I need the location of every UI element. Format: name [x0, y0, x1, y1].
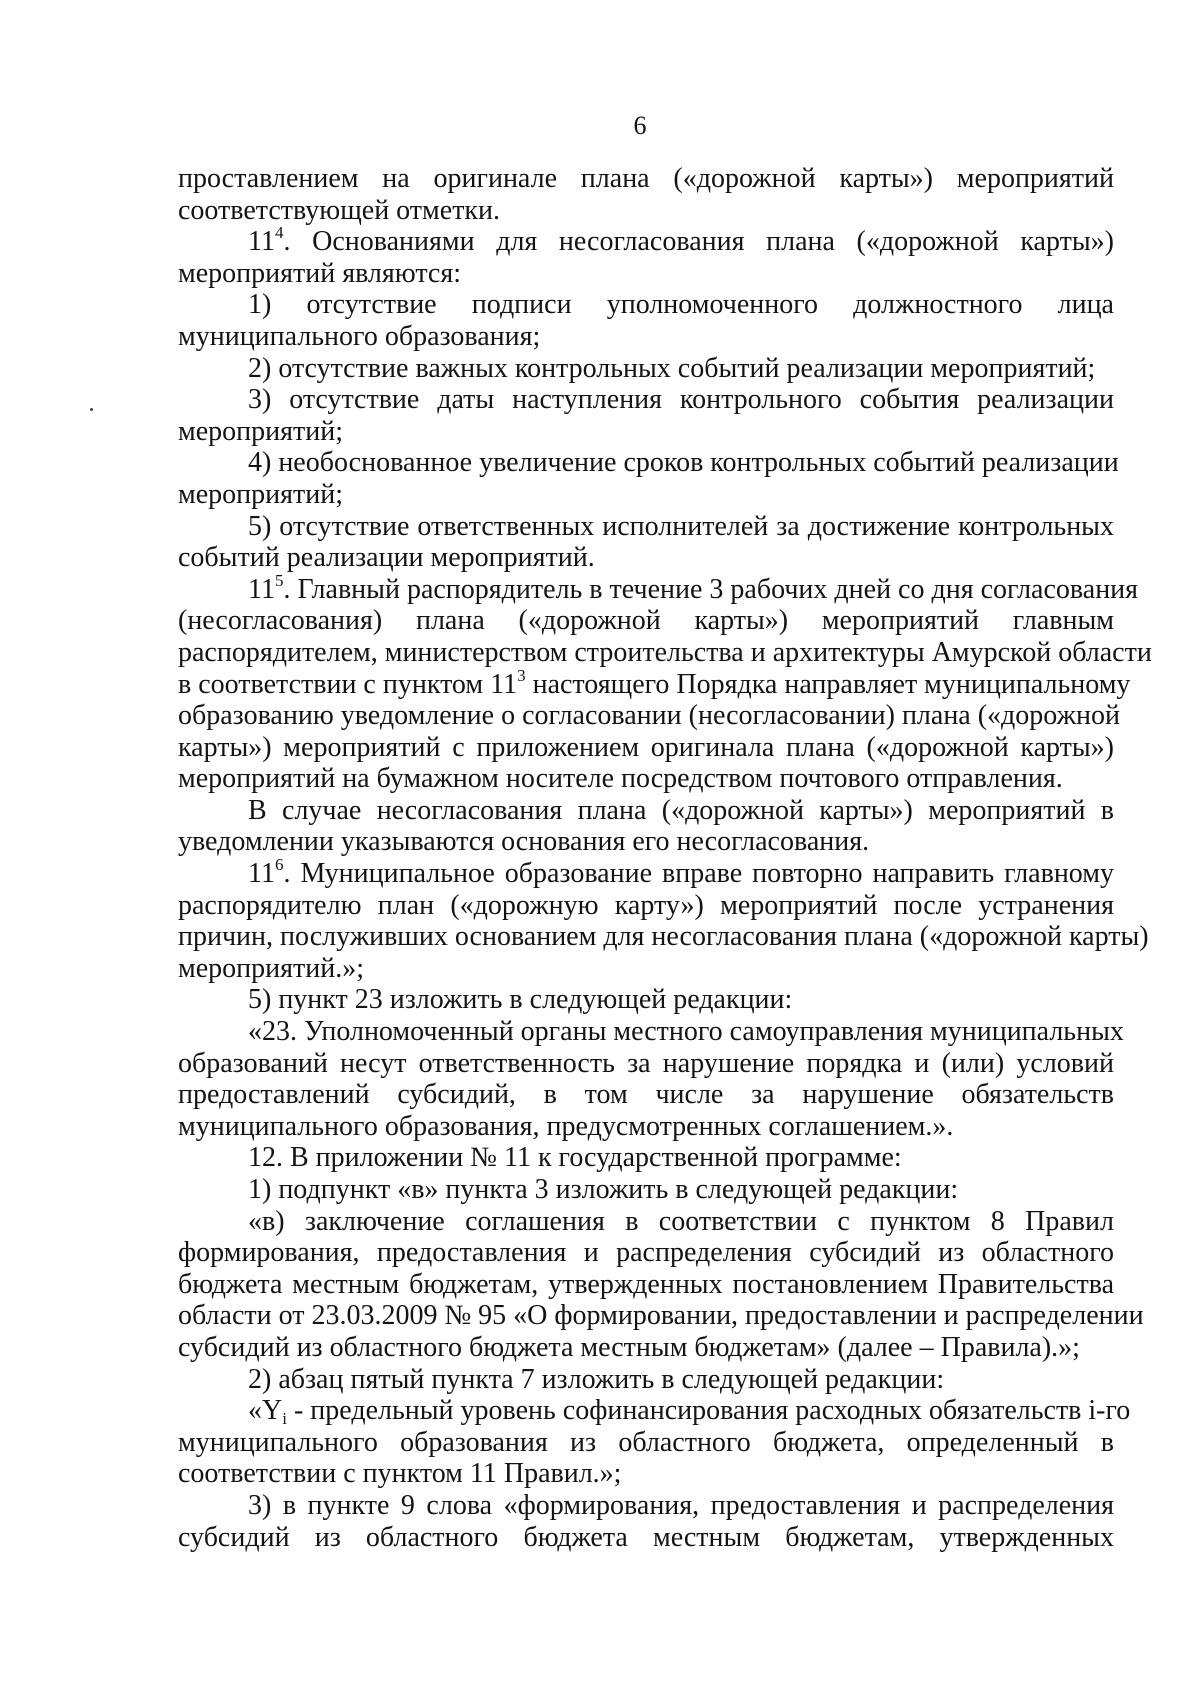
- scan-speck: [90, 408, 93, 411]
- text-line: [178, 447, 1119, 479]
- text-line: [178, 700, 1120, 732]
- text-run: (несогласования) плана («дорожной карты») мероприятий главным: [178, 605, 1114, 637]
- text-run: 4) необоснованное увеличение сроков контрольных событий реализации: [248, 447, 1119, 479]
- text-line: [178, 890, 1114, 922]
- text-line: [178, 1237, 1114, 1269]
- text-run: «23. Уполномоченный органы местного самоуправления муниципальных: [248, 1016, 1124, 1048]
- text-run: 2) абзац пятый пункта 7 изложить в следующей редакции:: [248, 1363, 945, 1395]
- text-run: соответствии с пунктом 11 Правил.»;: [178, 1458, 622, 1490]
- text-run: субсидий из областного бюджета местным бюджетам» (далее – Правила).»;: [178, 1331, 1080, 1363]
- superscript: 3: [517, 665, 526, 685]
- text-run: . Главный распорядитель в течение 3 рабочих дней со дня согласования: [283, 573, 1139, 605]
- superscript: 6: [274, 855, 284, 875]
- text-run: муниципального образования;: [178, 320, 541, 352]
- text-run: 1) подпункт «в» пункта 3 изложить в следующей редакции:: [248, 1174, 959, 1205]
- text-line: [178, 665, 1131, 701]
- text-line: [178, 321, 1114, 353]
- text-line: [178, 1332, 1114, 1364]
- text-run: В случае несогласования плана («дорожной карты») мероприятий в: [248, 794, 1114, 826]
- text-line: [178, 826, 1114, 858]
- text-run: карты») мероприятий с приложением оригинала плана («дорожной карты»): [178, 731, 1114, 763]
- text-run: 5) отсутствие ответственных исполнителей за достижение контрольных: [248, 510, 1114, 542]
- text-run: мероприятий.»;: [178, 952, 364, 984]
- text-run: образований несут ответственность за нарушение порядка и (или) условий: [178, 1047, 1114, 1079]
- text-line: [178, 195, 1114, 227]
- text-line: [178, 1142, 1114, 1174]
- text-line: [178, 1300, 1144, 1332]
- text-line: [178, 1111, 1114, 1143]
- text-run: событий реализации мероприятий.: [178, 542, 595, 574]
- text-run: предоставлений субсидий, в том числе за нарушение обязательств: [178, 1079, 1114, 1111]
- text-run: бюджета местным бюджетам, утвержденных постановлением Правительства: [178, 1268, 1114, 1300]
- text-line: [178, 1427, 1114, 1459]
- text-run: 11: [248, 573, 275, 605]
- text-run: проставлением на оригинале плана («дорожной карты») мероприятий: [178, 163, 1114, 194]
- text-run: распорядителю план («дорожную карту») мероприятий после устранения: [178, 889, 1114, 921]
- text-line: [178, 289, 1114, 321]
- text-line: [178, 953, 1114, 985]
- text-line: [178, 984, 1114, 1016]
- text-line: [178, 855, 1114, 890]
- text-run: 12. В приложении № 11 к государственной программе:: [248, 1142, 902, 1174]
- text-run: «в) заключение соглашения в соответствии с пунктом 8 Правил: [248, 1205, 1114, 1237]
- text-run: . Основаниями для несогласования плана («дорожной карты»): [283, 226, 1114, 258]
- text-run: субсидий из областного бюджета местным бюджетам, утвержденных: [178, 1521, 1114, 1553]
- subscript: i: [282, 1409, 287, 1429]
- text-run: муниципального образования, предусмотренных соглашением.».: [178, 1110, 954, 1142]
- text-run: - предельный уровень софинансирования расходных обязательств i-го: [286, 1395, 1131, 1427]
- text-line: [178, 1364, 1114, 1396]
- text-line: [178, 1048, 1114, 1080]
- text-run: уведомлении указываются основания его несогласования.: [178, 826, 870, 858]
- text-run: . Муниципальное образование вправе повторно направить главному: [283, 858, 1114, 890]
- text-line: [178, 1174, 1114, 1206]
- text-line: [178, 636, 1152, 669]
- text-line: [178, 384, 1114, 416]
- text-run: настоящего Порядка направляет муниципальному: [525, 668, 1131, 700]
- text-line: [178, 479, 1114, 511]
- text-run: мероприятий;: [178, 478, 343, 510]
- text-run: причин, послуживших основанием для несогласования плана («дорожной карты): [178, 921, 1149, 953]
- text-run: формирования, предоставления и распределения субсидий из областного: [178, 1237, 1114, 1269]
- text-run: соответствующей отметки.: [178, 194, 501, 226]
- text-line: [178, 1458, 1114, 1490]
- text-line: [178, 1522, 1114, 1554]
- text-line: [178, 542, 1114, 574]
- text-line: [178, 163, 1114, 195]
- text-line: [178, 732, 1114, 764]
- text-run: 3) в пункте 9 слова «формирования, предоставления и распределения: [248, 1489, 1114, 1521]
- page-number: 6: [633, 111, 647, 140]
- text-run: 1) отсутствие подписи уполномоченного должностного лица: [248, 289, 1114, 321]
- superscript: 5: [274, 570, 284, 590]
- text-run: образованию уведомление о согласовании (несогласовании) плана («дорожной: [178, 700, 1120, 732]
- text-line: [178, 1016, 1124, 1048]
- document-body: [178, 163, 1152, 1553]
- superscript: 4: [274, 223, 284, 243]
- text-run: распорядителем, министерством строительства и архитектуры Амурской области: [178, 636, 1152, 668]
- text-line: [178, 1490, 1114, 1522]
- text-line: [178, 353, 1114, 385]
- text-line: [178, 1269, 1114, 1301]
- text-run: «Y: [248, 1395, 283, 1427]
- text-run: мероприятий на бумажном носителе посредством почтового отправления.: [178, 763, 1063, 795]
- text-run: в соответствии с пунктом 11: [178, 668, 518, 700]
- text-line: [178, 258, 1114, 290]
- text-line: [178, 416, 1114, 448]
- text-run: муниципального образования из областного бюджета, определенный в: [178, 1426, 1114, 1458]
- text-line: [178, 511, 1114, 543]
- text-run: мероприятий являются:: [178, 257, 461, 289]
- text-line: [178, 570, 1139, 606]
- text-line: [178, 605, 1114, 637]
- text-line: [178, 1206, 1114, 1238]
- text-run: 5) пункт 23 изложить в следующей редакции:: [248, 984, 793, 1016]
- text-run: области от 23.03.2009 № 95 «О формировании, предоставлении и распределении: [178, 1300, 1144, 1332]
- text-line: [178, 763, 1114, 795]
- text-run: мероприятий;: [178, 415, 343, 447]
- text-line: [178, 921, 1149, 953]
- text-run: 11: [248, 226, 275, 258]
- text-run: 2) отсутствие важных контрольных событий реализации мероприятий;: [248, 352, 1096, 384]
- text-run: 3) отсутствие даты наступления контрольного события реализации: [248, 384, 1114, 416]
- text-line: [178, 1079, 1114, 1111]
- text-line: [178, 1395, 1131, 1429]
- text-run: 11: [248, 858, 275, 890]
- text-line: [178, 223, 1114, 258]
- text-line: [178, 795, 1114, 827]
